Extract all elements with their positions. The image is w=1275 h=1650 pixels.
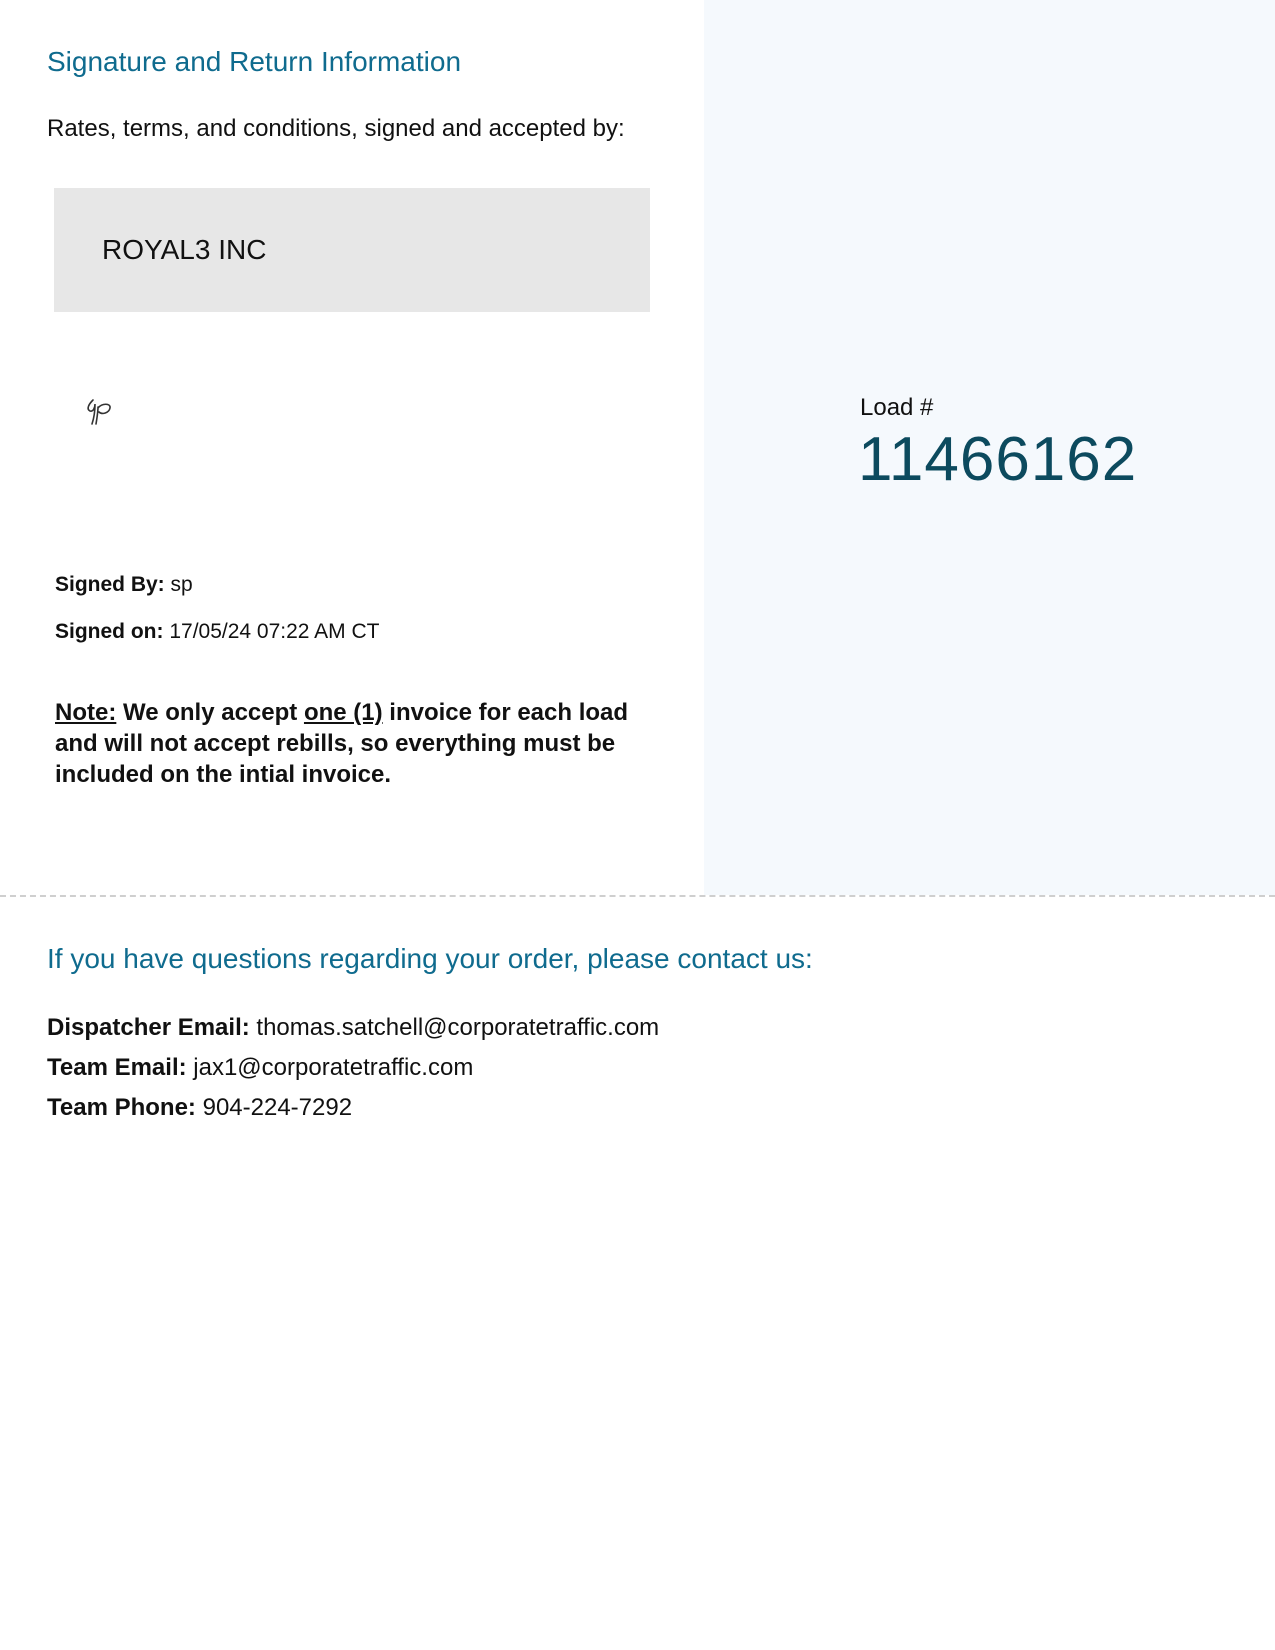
team-phone-line (47, 1094, 352, 1122)
signed-by-label: Signed By: (55, 573, 165, 596)
signature-section-title: Signature and Return Information (47, 46, 462, 77)
note-text-part2: invoice for each load and will not accept rebills, so everything must be included on the intial invoice. (55, 699, 629, 788)
note-emphasis: one (1) (303, 699, 383, 726)
handwritten-signature (84, 394, 120, 426)
acceptance-intro-text: Rates, terms, and conditions, signed and accepted by: (47, 115, 625, 142)
team-phone-label: Team Phone: (47, 1094, 196, 1121)
signed-on-line (55, 620, 379, 644)
dispatcher-email[interactable]: thomas.satchell@corporatetraffic.com (256, 1014, 660, 1041)
load-number: 11466162 (858, 425, 1138, 494)
dispatcher-email-line (47, 1014, 659, 1042)
signed-by-line (55, 573, 193, 597)
section-divider (0, 895, 1275, 897)
signed-on-label: Signed on: (55, 620, 164, 643)
company-name-box (54, 188, 650, 312)
team-email[interactable]: jax1@corporatetraffic.com (193, 1054, 474, 1081)
signed-by-value: sp (170, 573, 193, 596)
team-phone[interactable]: 904-224-7292 (202, 1094, 353, 1121)
company-name: ROYAL3 INC (102, 234, 267, 265)
load-number-label: Load # (860, 394, 934, 421)
signed-on-value: 17/05/24 07:22 AM CT (169, 620, 380, 643)
note-text-part1: We only accept (123, 699, 298, 726)
dispatcher-email-label: Dispatcher Email: (47, 1014, 250, 1041)
team-email-label: Team Email: (47, 1054, 187, 1081)
invoice-note (55, 697, 640, 790)
note-label: Note: (55, 699, 117, 726)
team-email-line (47, 1054, 473, 1082)
contact-section-title: If you have questions regarding your order, please contact us: (47, 943, 813, 974)
